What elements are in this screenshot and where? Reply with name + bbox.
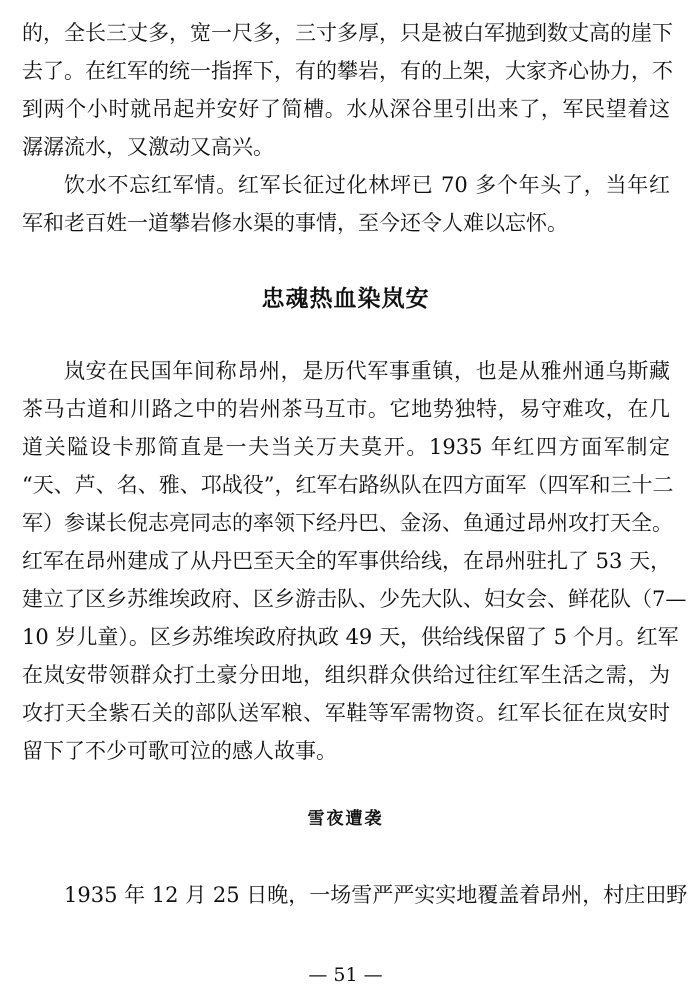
paragraph-line: 攻打天全紫石关的部队送军粮、军鞋等军需物资。红军长征在岚安时: [22, 701, 670, 725]
paragraph-line: 军和老百姓一道攀岩修水渠的事情，至今还令人难以忘怀。: [22, 211, 568, 235]
paragraph-line: 到两个小时就吊起并安好了简槽。水从深谷里引出来了，军民望着这: [22, 97, 670, 121]
paragraph-line: 饮水不忘红军情。红军长征过化林坪已 70 多个年头了，当年红: [64, 173, 670, 197]
paragraph-line: 1935 年 12 月 25 日晚，一场雪严严实实地覆盖着昂州，村庄田野: [64, 883, 688, 907]
paragraph-line: “天、芦、名、雅、邛战役”，红军右路纵队在四方面军（四军和三十二: [22, 473, 674, 497]
paragraph-line: 岚安在民国年间称昂州，是历代军事重镇，也是从雅州通乌斯藏: [64, 359, 670, 383]
section-title: 忠魂热血染岚安: [261, 286, 430, 312]
paragraph-line: 在岚安带领群众打土豪分田地，组织群众供给过往红军生活之需，为: [22, 663, 670, 687]
paragraph-line: 10 岁儿童）。区乡苏维埃政府执政 49 天，供给线保留了 5 个月。红军: [22, 625, 679, 649]
paragraph-line: 建立了区乡苏维埃政府、区乡游击队、少先大队、妇女会、鲜花队（7—: [22, 587, 687, 611]
page-number: — 51 —: [308, 964, 383, 986]
paragraph-line: 去了。在红军的统一指挥下，有的攀岩，有的上架，大家齐心协力，不: [22, 59, 673, 83]
paragraph-line: 的，全长三丈多，宽一尺多，三寸多厚，只是被白军抛到数丈高的崖下: [22, 21, 673, 45]
paragraph-line: 道关隘设卡那简直是一夫当关万夫莫开。1935 年红四方面军制定: [22, 435, 670, 459]
paragraph-line: 留下了不少可歌可泣的感人故事。: [22, 739, 337, 763]
paragraph-line: 潺潺流水，又激动又高兴。: [22, 135, 274, 159]
paragraph-line: 红军在昂州建成了从丹巴至天全的军事供给线，在昂州驻扎了 53 天，: [22, 549, 672, 573]
subsection-title: 雪夜遭袭: [307, 809, 384, 829]
paragraph-line: 茶马古道和川路之中的岩州茶马互市。它地势独特，易守难攻，在几: [22, 397, 670, 421]
paragraph-line: 军）参谋长倪志亮同志的率领下经丹巴、金汤、鱼通过昂州攻打天全。: [22, 511, 673, 535]
